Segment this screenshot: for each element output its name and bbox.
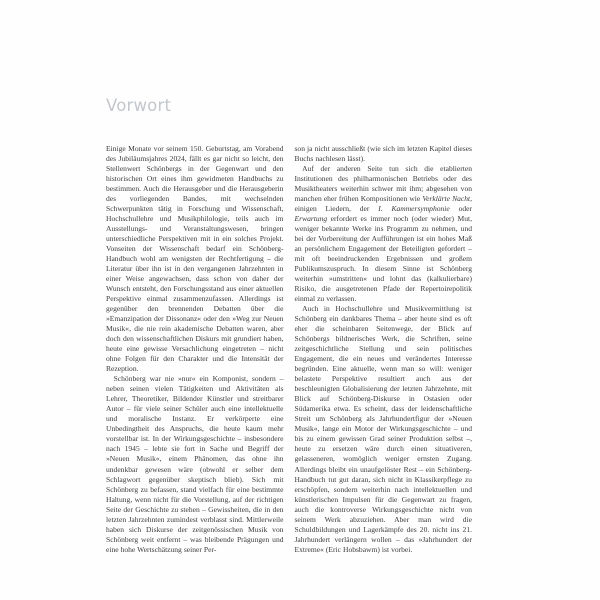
paragraph: Einige Monate vor seinem 150. Geburtstag, am Vorabend des Jubiläumsjahres 2024, fällt es gar nicht so leicht, den Stellenwert Schönbergs in der Gegenwart und den historischen Ort eines ihm gewidmeten Handbuchs zu bestimmen. Auch die Herausgeber und die Herausgeberin des vorliegenden Bandes, mit wechselnden Schwerpunkten tätig in Forschung und Wissenschaft, Hochschullehre und Musikphilologie, teils auch im Ausstellungs- und Veranstaltungswesen, bringen unterschiedliche Perspektiven mit in ein solches Projekt. Vonseiten der Wissenschaft bedarf ein Schönberg-Handbuch wohl am wenigsten der Rechtfertigung – die Literatur über ihn ist in den vergangenen Jahrzehnten in einer Weise angewachsen, dass schon von daher der Wunsch entsteht, den Forschungsstand aus einer aktuellen Perspektive einmal zusammenzufassen. Allerdings ist gegenüber den brennenden Debatten über die »Emanzipation der Dissonanz« oder den »Weg zur Neuen Musik«, die nie rein akademische Debatten waren, aber doch den wissenschaftlichen Diskurs mit grundiert haben, heute eine gewisse Versachlichung eingetreten – nicht ohne Folgen für den Charakter und die Intensität der Rezeption. [106, 144, 284, 374]
column-left [106, 144, 284, 555]
paragraph-with-titles: Auf der anderen Seite tun sich die etablierten Institutionen des philharmonischen Betriebs oder des Musiktheaters weiterhin schwer mit ihm; abgesehen von manchen eher frühen Kompositionen wie Verklärte Nacht, einigen Liedern, der I. Kammersymphonie oder Erwartung erfordert es immer noch (oder wieder) Mut, weniger bekannte Werke ins Programm zu nehmen, und bei der Vorbereitung der Aufführungen ist ein hohes Maß an persönlichem Engagement der Beteiligten gefordert – mit oft beeindruckenden Ergebnissen und großem Publikumszuspruch. In diesem Sinne ist Schönberg weiterhin »umstritten« und lohnt das (kalkulierbare) Risiko, die ausgetretenen Pfade der Repertoirepolitik einmal zu verlassen. [294, 164, 473, 304]
column-right [295, 144, 473, 555]
page-title: Vorwort [106, 96, 172, 115]
paragraph: son ja nicht ausschließt (wie sich im letzten Kapitel dieses Buchs nachlesen lässt). [294, 144, 472, 164]
paragraph: Schönberg war nie »nur« ein Komponist, sondern – neben seinen vielen Tätigkeiten und Aktivitäten als Lehrer, Theoretiker, Bildender Künstler und streitbarer Autor – für viele seiner Schüler auch eine intellektuelle und moralische Instanz. Er verkörperte eine Unbedingtheit des Anspruchs, die heute kaum mehr vorstellbar ist. In der Wirkungsgeschichte – insbesondere nach 1945 – lebte sie fort in Sache und Begriff der »Neuen Musik«, einem Phänomen, das ohne ihn undenkbar gewesen wäre (obwohl er selber dem Schlagwort gegenüber skeptisch blieb). Sich mit Schönberg zu befassen, stand vielfach für eine bestimmte Haltung, wenn nicht für die Vorstellung, auf der richtigen Seite der Geschichte zu stehen – Gewissheiten, die in den letzten Jahrzehnten zumindest verblasst sind. Mittlerweile haben sich Diskurse der zeitgenössischen Musik von Schönberg weit entfernt – was bleibende Prägungen und eine hohe Wertschätzung seiner Per- [106, 374, 284, 554]
paragraph: Auch in Hochschullehre und Musikvermittlung ist Schönberg ein dankbares Thema – aber heute sind es oft eher die scheinbaren Seitenwege, der Blick auf Schönbergs bildnerisches Werk, die Schriften, seine zeitgeschichtliche Stellung und sein politisches Engagement, die ein neues und verändertes Interesse begründen. Eine aktuelle, wenn man so will: weniger belastete Perspektive resultiert auch aus der beschleunigten Globalisierung der letzten Jahrzehnte, mit Blick auf Schönberg-Diskurse in Ostasien oder Südamerika etwa. Es scheint, dass der leidenschaftliche Streit um Schönberg als Jahrhundertfigur der »Neuen Musik«, lange ein Motor der Wirkungsgeschichte – und bis zu einem gewissen Grad seiner Produktion selbst –, heute zu ersetzen wäre durch einen situativeren, gelasseneren, womöglich weniger ernsten Zugang. Allerdings bleibt ein unaufgelöster Rest – ein Schönberg-Handbuch tut gut daran, sich nicht in Klassikerpflege zu erschöpfen, sondern weiterhin nach intellektuellen und künstlerischen Impulsen für die Gegenwart zu fragen, auch die kontroverse Wirkungsgeschichte nicht von seinem Werk abzuziehen. Aber man wird die Schuldbildungen und Lagerkämpfe des 20. nicht ins 21. Jahrhundert verlängern wollen – das »Jahrhundert der Extreme« (Eric Hobsbawm) ist vorbei. [294, 304, 472, 554]
text-columns [106, 144, 472, 555]
